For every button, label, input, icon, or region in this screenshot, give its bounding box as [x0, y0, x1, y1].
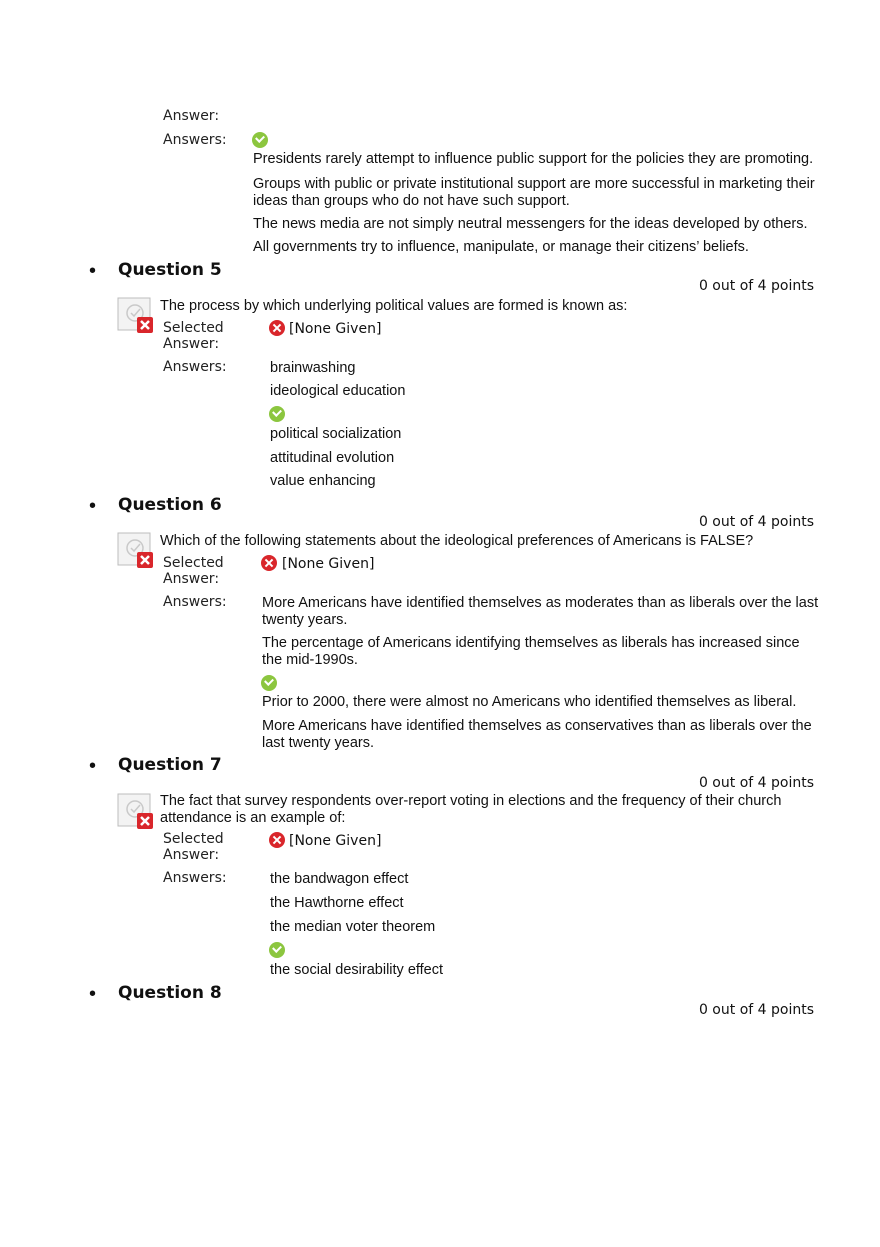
- q7-answer-2: the Hawthorne effect: [270, 895, 404, 911]
- question-5-points: 0 out of 4 points: [698, 278, 814, 294]
- question-7-title: Question 7: [118, 755, 222, 775]
- question-7-prompt: The fact that survey respondents over-report voting in elections and the frequency of their church attendance is an example of:: [160, 793, 782, 826]
- question-5-title: Question 5: [118, 260, 222, 280]
- q4-answer-4: All governments try to influence, manipulate, or manage their citizens’ beliefs.: [253, 239, 749, 255]
- q5-answer-1: brainwashing: [270, 360, 356, 376]
- q6-answer-1: More Americans have identified themselves as moderates than as liberals over the last twenty years.: [262, 595, 819, 628]
- q4-answer-3: The news media are not simply neutral messengers for the ideas developed by others.: [253, 216, 808, 232]
- q5-selected-label: Selected Answer:: [163, 320, 224, 352]
- correct-check-icon: [252, 132, 268, 148]
- q7-answers-label: Answers:: [163, 870, 227, 886]
- incorrect-x-icon: [269, 320, 285, 336]
- correct-check-icon: [269, 406, 285, 422]
- question-7-points: 0 out of 4 points: [698, 775, 814, 791]
- q4-answer-label: Answer:: [163, 108, 220, 124]
- incorrect-question-icon: [117, 792, 155, 830]
- q5-answer-3: political socialization: [270, 426, 402, 442]
- q4-answers-label: Answers:: [163, 132, 227, 148]
- q5-answer-5: value enhancing: [270, 473, 376, 489]
- question-5-prompt: The process by which underlying political values are formed is known as:: [160, 298, 628, 314]
- q6-selected-label: Selected Answer:: [163, 555, 224, 587]
- bullet: •: [89, 755, 97, 777]
- q5-answer-4: attitudinal evolution: [270, 450, 395, 466]
- q7-answer-4: the social desirability effect: [270, 962, 444, 978]
- question-8-title: Question 8: [118, 983, 222, 1003]
- incorrect-question-icon: [117, 296, 155, 334]
- bullet: •: [89, 495, 97, 517]
- q4-answer-2: Groups with public or private institutional support are more successful in marketing their ideas than groups who do not have such support.: [253, 176, 815, 209]
- incorrect-x-icon: [261, 555, 277, 571]
- q6-answer-4: More Americans have identified themselves as conservatives than as liberals over the last twenty years.: [262, 718, 812, 751]
- q5-selected-value: [None Given]: [289, 321, 382, 337]
- q6-selected-value: [None Given]: [282, 556, 375, 572]
- question-6-points: 0 out of 4 points: [698, 514, 814, 530]
- q7-answer-3: the median voter theorem: [270, 919, 436, 935]
- q6-answer-3: Prior to 2000, there were almost no Americans who identified themselves as liberal.: [262, 694, 797, 710]
- q7-selected-value: [None Given]: [289, 833, 382, 849]
- correct-check-icon: [261, 675, 277, 691]
- q4-answer-1: Presidents rarely attempt to influence public support for the policies they are promoting.: [253, 151, 814, 167]
- correct-check-icon: [269, 942, 285, 958]
- bullet: •: [89, 983, 97, 1005]
- q6-answer-2: The percentage of Americans identifying themselves as liberals has increased since the mid-1990s.: [262, 635, 800, 668]
- question-6-title: Question 6: [118, 495, 222, 515]
- question-6-prompt: Which of the following statements about the ideological preferences of Americans is FALSE?: [160, 533, 754, 549]
- q5-answer-2: ideological education: [270, 383, 406, 399]
- incorrect-x-icon: [269, 832, 285, 848]
- question-8-points: 0 out of 4 points: [698, 1002, 814, 1018]
- q7-selected-label: Selected Answer:: [163, 831, 224, 863]
- q6-answers-label: Answers:: [163, 594, 227, 610]
- q5-answers-label: Answers:: [163, 359, 227, 375]
- incorrect-question-icon: [117, 531, 155, 569]
- q7-answer-1: the bandwagon effect: [270, 871, 409, 887]
- bullet: •: [89, 260, 97, 282]
